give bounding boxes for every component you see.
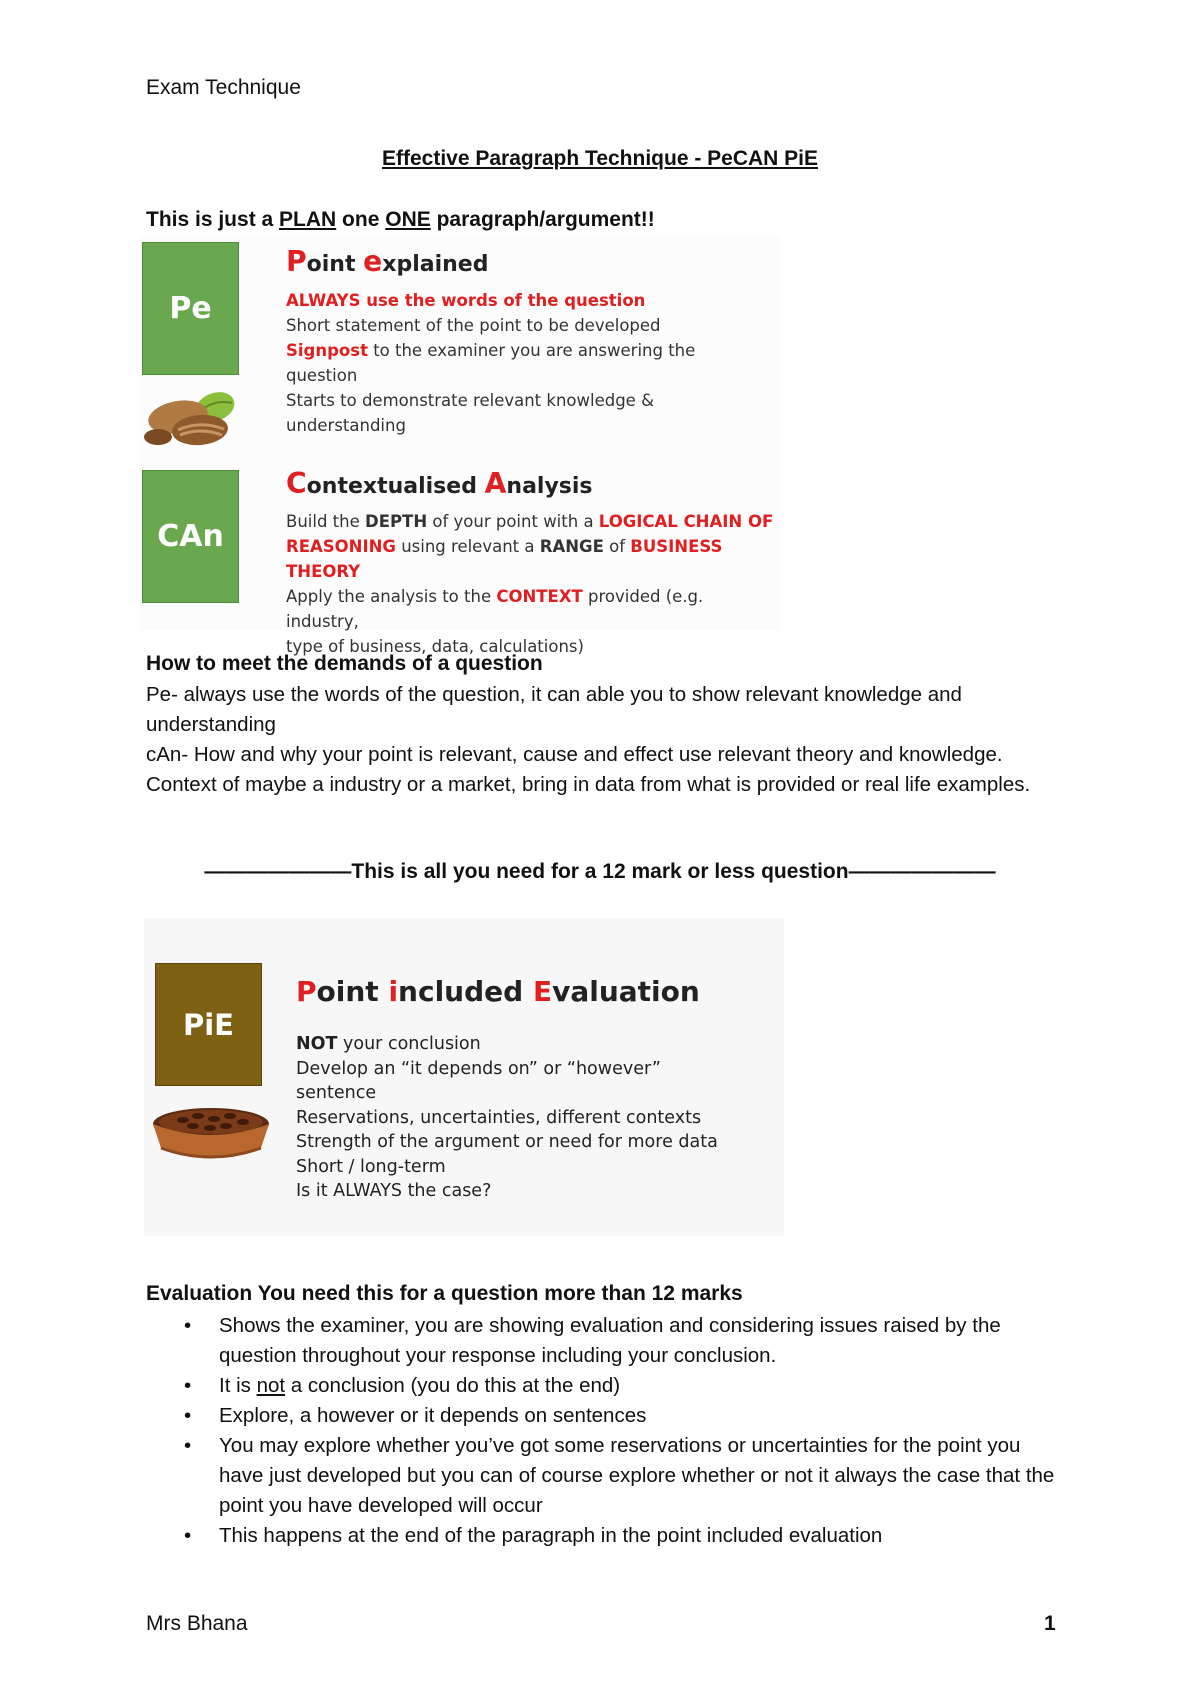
- list-item: • This happens at the end of the paragraph in the point included evaluation: [184, 1524, 883, 1547]
- pie-title: Point included Evaluation: [296, 975, 700, 1008]
- demands-heading: How to meet the demands of a question: [146, 652, 543, 675]
- demands-can-text: cAn- How and why your point is relevant, cause and effect use relevant theory and knowledge. Context of maybe a industry or a market, bring in data from what is provided or real life examples.: [146, 743, 1031, 796]
- pie-description: NOT your conclusion Develop an “it depends on” or “however” sentence Reservations, uncertainties, different contexts Strength of the argument or need for more data Short / long-term Is it ALWAYS the case?: [296, 1034, 718, 1201]
- pecan-pie-icon: [148, 1098, 274, 1168]
- pecan-nut-icon: [140, 385, 240, 455]
- list-item: • Shows the examiner, you are showing evaluation and considering issues raised by the question throughout your response including your conclusion.: [184, 1314, 1001, 1367]
- pe-box: Pe: [142, 242, 239, 375]
- list-item: • Explore, a however or it depends on sentences: [184, 1404, 647, 1427]
- list-item: • It is not a conclusion (you do this at the end): [184, 1374, 621, 1397]
- can-description: Build the DEPTH of your point with a LOGICAL CHAIN OF REASONING using relevant a RANGE of BUSINESS THEORY Apply the analysis to the CONTEXT provided (e.g. industry, type of business, data, calculations): [286, 512, 774, 656]
- document-title: Effective Paragraph Technique - PeCAN PiE: [381, 147, 819, 170]
- divider-line: ———————This is all you need for a 12 mark or less question———————: [204, 860, 996, 883]
- pecan-panel: [140, 235, 780, 656]
- demands-pe-text: Pe- always use the words of the question, it can able you to show relevant knowledge and understanding: [146, 683, 962, 736]
- page-number: 1: [1044, 1612, 1056, 1635]
- can-title: Contextualised Analysis: [286, 467, 593, 500]
- page-header: Exam Technique: [146, 76, 301, 99]
- pie-panel: [144, 918, 784, 1236]
- evaluation-heading: Evaluation You need this for a question more than 12 marks: [146, 1282, 743, 1305]
- plan-line: This is just a PLAN one ONE paragraph/argument!!: [146, 208, 655, 231]
- can-box: CAn: [142, 470, 239, 603]
- pe-description: ALWAYS use the words of the question Short statement of the point to be developed Signpost to the examiner you are answering the question Starts to demonstrate relevant knowledge & understanding: [286, 291, 696, 435]
- footer-author: Mrs Bhana: [146, 1612, 248, 1635]
- pe-title: Point explained: [286, 245, 489, 278]
- list-item: • You may explore whether you’ve got some reservations or uncertainties for the point you have just developed but you can of course explore whether or not it always the case that the point you have developed will occur: [184, 1434, 1055, 1517]
- pie-box: PiE: [155, 963, 262, 1086]
- evaluation-list: [146, 1311, 1066, 1551]
